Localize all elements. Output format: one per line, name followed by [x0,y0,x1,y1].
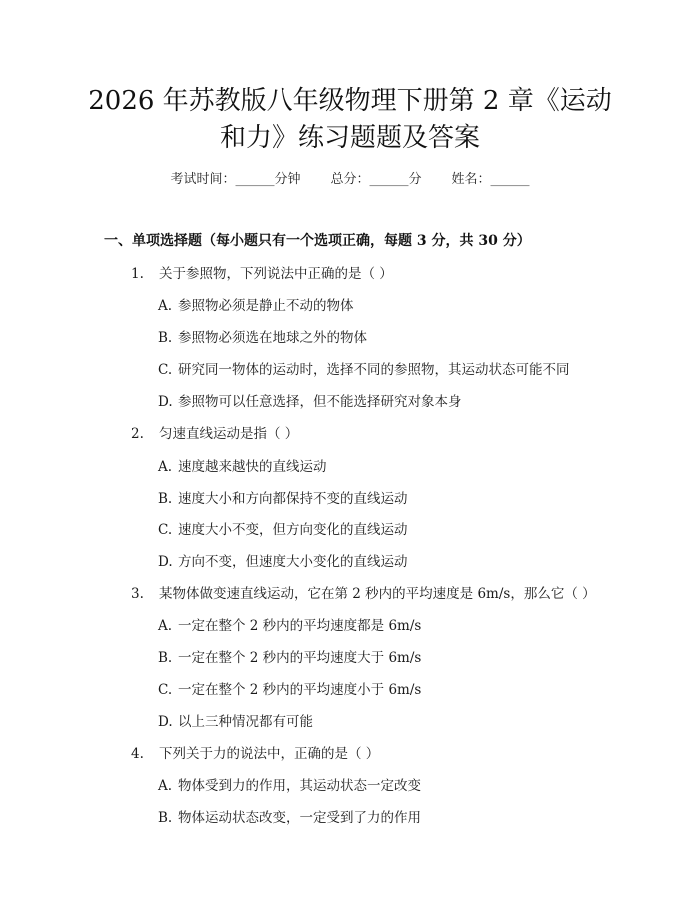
total-score-field: 总分：______分 [330,172,422,187]
question-1-option-b [158,326,367,346]
question-4-option-a [158,774,421,794]
section-heading-single-choice: 一、单项选择题（每小题只有一个选项正确，每题 3 分，共 30 分） [104,233,531,249]
option-letter: A. [158,778,173,794]
option-text: 一定在整个 2 秒内的平均速度小于 6m/s [178,682,422,698]
option-text: 方向不变，但速度大小变化的直线运动 [178,554,408,570]
question-number: 2. [131,426,144,442]
option-text: 速度大小不变，但方向变化的直线运动 [178,522,408,538]
question-2-option-c [158,518,408,538]
option-letter: D. [158,394,173,410]
option-text: 参照物必须选在地球之外的物体 [178,330,367,346]
option-letter: A. [158,618,173,634]
question-1 [131,262,393,282]
option-letter: C. [158,522,173,538]
option-text: 参照物必须是静止不动的物体 [178,298,354,314]
exam-info-row [0,168,700,187]
question-text: 下列关于力的说法中，正确的是（ ） [159,746,380,762]
question-text: 匀速直线运动是指（ ） [159,426,299,442]
option-letter: B. [158,491,173,507]
question-3-option-b [158,646,421,666]
option-letter: A. [158,459,173,475]
question-number: 1. [131,266,144,282]
option-letter: B. [158,810,173,826]
question-2-option-b [158,487,408,507]
question-4-option-b [158,806,421,826]
question-number: 3. [131,586,144,602]
question-1-option-a [158,294,354,314]
question-2-option-a [158,455,327,475]
exam-time-field: 考试时间：______分钟 [170,172,301,187]
option-text: 速度大小和方向都保持不变的直线运动 [178,491,408,507]
option-letter: A. [158,298,173,314]
option-text: 速度越来越快的直线运动 [178,459,327,475]
option-text: 物体运动状态改变，一定受到了力的作用 [178,810,421,826]
document-title-line-2: 和力》练习题题及答案 [219,123,480,153]
option-letter: B. [158,330,173,346]
option-letter: D. [158,714,173,730]
option-letter: C. [158,362,173,378]
option-text: 研究同一物体的运动时，选择不同的参照物，其运动状态可能不同 [178,362,570,378]
question-4 [131,742,379,762]
question-number: 4. [131,746,144,762]
option-text: 一定在整个 2 秒内的平均速度大于 6m/s [178,650,422,666]
question-text: 关于参照物，下列说法中正确的是（ ） [159,266,393,282]
question-text: 某物体做变速直线运动，它在第 2 秒内的平均速度是 6m/s，那么它（ ） [159,586,596,602]
question-2-option-d [158,550,408,570]
question-3 [131,582,596,602]
question-1-option-d [158,390,462,410]
question-3-option-a [158,614,421,634]
question-1-option-c [158,358,570,378]
option-text: 一定在整个 2 秒内的平均速度都是 6m/s [178,618,422,634]
question-2 [131,422,298,442]
student-name-field: 姓名：______ [451,172,530,187]
document-title-line-1: 2026 年苏教版八年级物理下册第 2 章《运动 [88,86,612,116]
option-letter: D. [158,554,173,570]
question-3-option-d [158,710,313,730]
option-letter: B. [158,650,173,666]
option-text: 参照物可以任意选择，但不能选择研究对象本身 [178,394,462,410]
option-text: 物体受到力的作用，其运动状态一定改变 [178,778,421,794]
option-letter: C. [158,682,173,698]
question-3-option-c [158,678,421,698]
option-text: 以上三种情况都有可能 [178,714,313,730]
